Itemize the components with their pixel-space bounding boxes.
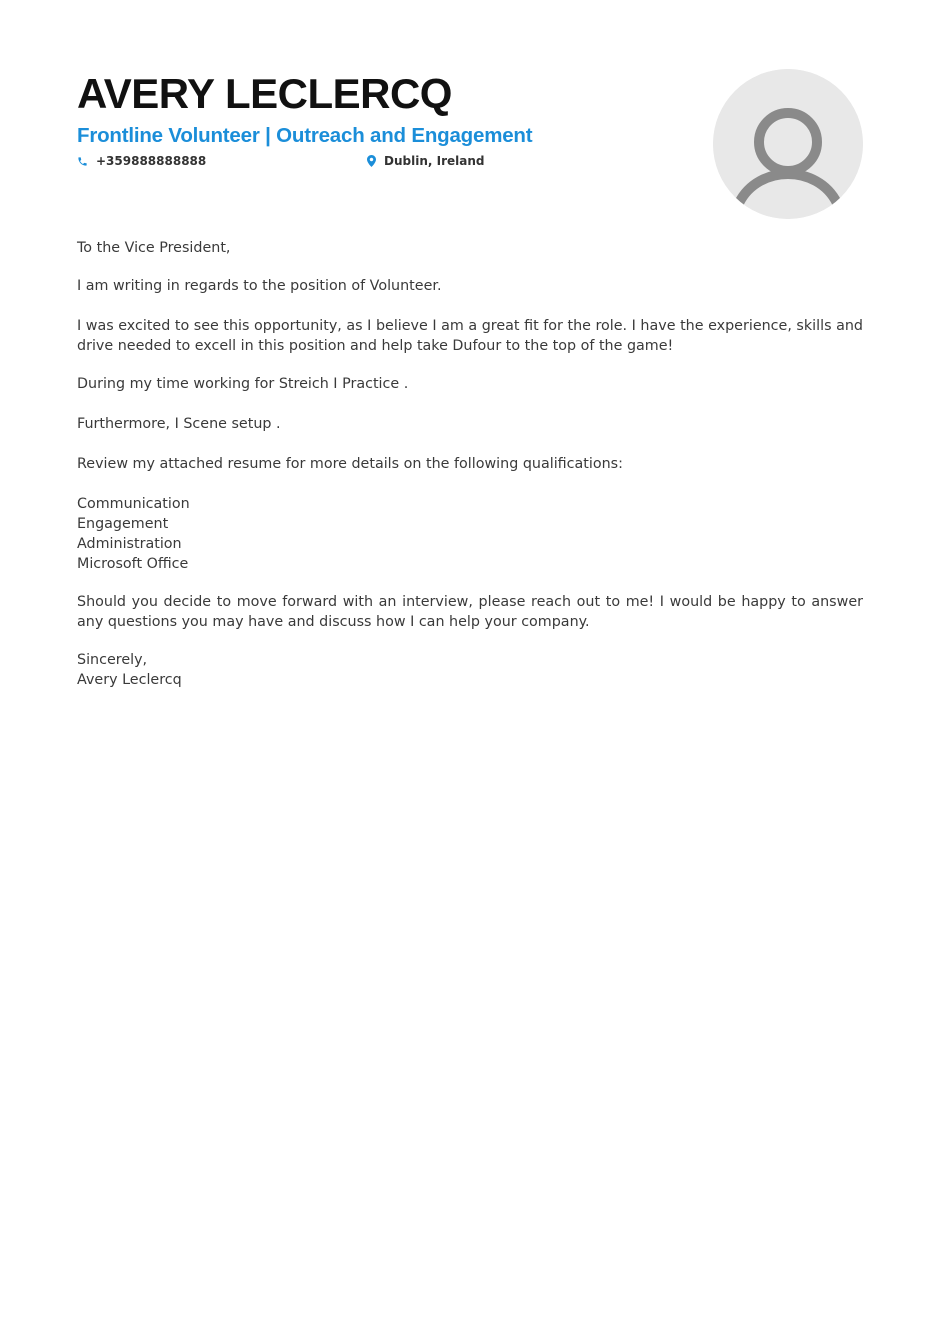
letter-body [77,238,863,690]
profile-photo-placeholder [713,69,863,219]
applicant-name: AVERY LECLERCQ [77,70,452,117]
phone-icon [77,156,88,167]
signoff [77,650,863,690]
closing-paragraph: Should you decide to move forward with an interview, please reach out to me! I would be happy to answer any questions you may have and discuss how I can help your company. [77,594,863,630]
body-paragraph-3: Furthermore, I Scene setup . [77,416,281,432]
applicant-role: Frontline Volunteer | Outreach and Engagement [77,124,533,147]
list-item: Microsoft Office [77,556,189,572]
contact-location [367,152,484,170]
user-silhouette-icon [713,69,863,219]
letter-header [77,66,697,170]
signature-name: Avery Leclercq [77,672,182,688]
body-paragraph-2: During my time working for Streich I Practice . [77,376,409,392]
contact-info [77,152,697,170]
salutation: To the Vice President, [77,240,231,256]
qualifications-intro: Review my attached resume for more details on the following qualifications: [77,456,623,472]
body-paragraph-1: I was excited to see this opportunity, as I believe I am a great fit for the role. I have the experience, skills and drive needed to excell in this position and help take Dufour to the top of the game! [77,318,863,354]
intro-paragraph: I am writing in regards to the position of Volunteer. [77,278,442,294]
map-pin-icon [367,155,376,167]
phone-number: +359888888888 [96,154,207,168]
list-item: Engagement [77,516,169,532]
list-item: Communication [77,496,190,512]
list-item: Administration [77,536,182,552]
sign-off-text: Sincerely, [77,652,148,668]
location-text: Dublin, Ireland [384,154,485,168]
qualifications-list [77,494,863,574]
contact-phone [77,152,206,170]
